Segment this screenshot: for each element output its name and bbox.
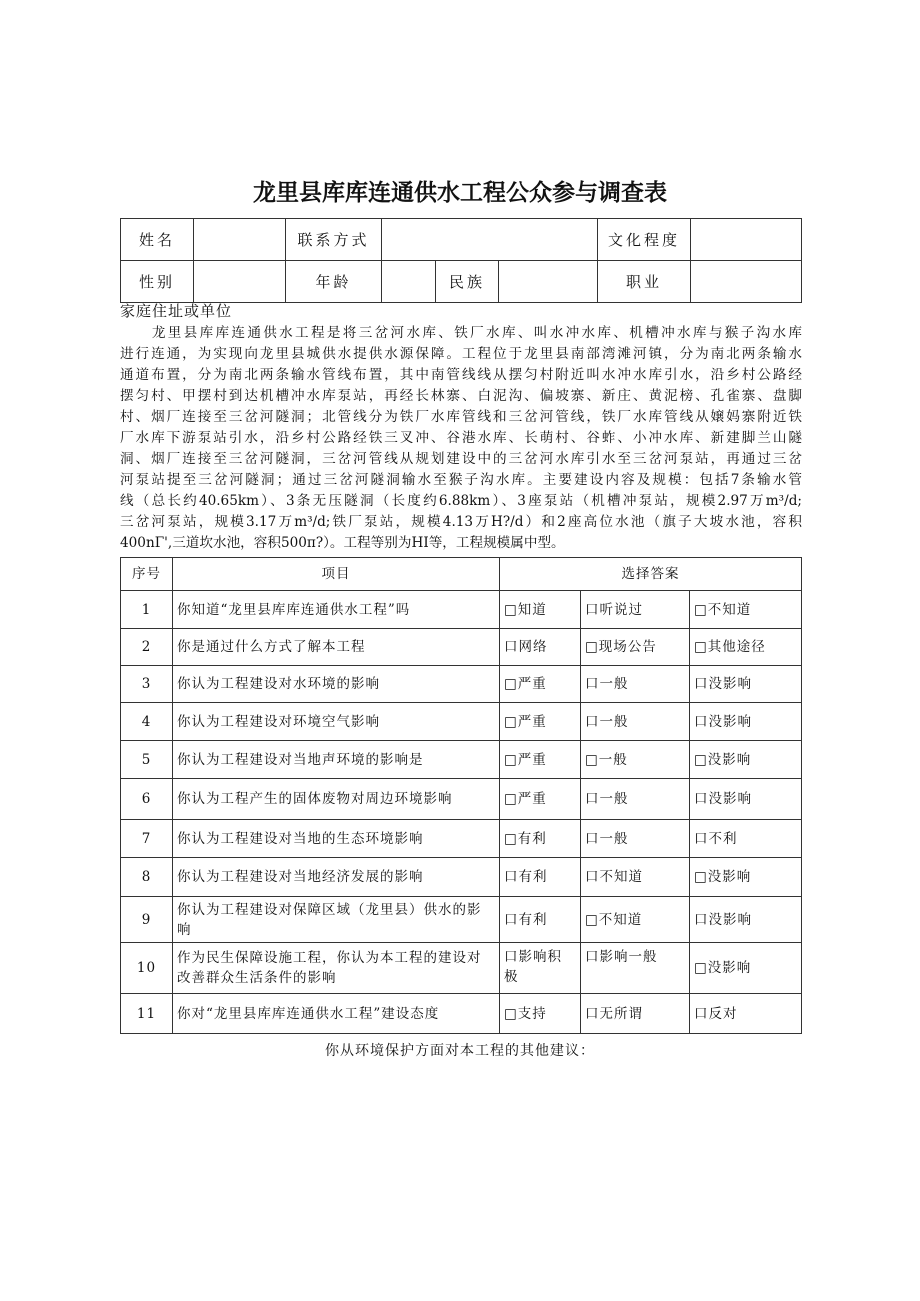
answer-option[interactable]: □没影响	[690, 741, 802, 779]
ethnicity-label: 民族	[436, 261, 499, 303]
answer-option[interactable]: 口没影响	[690, 779, 802, 820]
row-number: 7	[121, 820, 173, 858]
row-number: 10	[121, 943, 173, 994]
answer-option[interactable]: □没影响	[690, 858, 802, 897]
answer-option[interactable]: 口一般	[581, 666, 690, 703]
question: 你认为工程建设对保障区域（龙里县）供水的影响	[173, 897, 500, 943]
occupation-field[interactable]	[691, 261, 802, 303]
paragraph-line: 线（总长约40.65km）、3条无压隧洞（长度约6.88km）、3座泵站（机槽冲泵站，规模2.97万m³/d;	[120, 493, 802, 509]
page-title: 龙里县库库连通供水工程公众参与调查表	[253, 180, 667, 206]
answer-option[interactable]: □没影响	[690, 943, 802, 994]
answer-option[interactable]: □一般	[581, 741, 690, 779]
survey-row	[121, 666, 802, 703]
answer-option[interactable]: 口网络	[500, 629, 581, 666]
contact-label: 联系方式	[286, 219, 382, 261]
row-number: 5	[121, 741, 173, 779]
age-label: 年龄	[286, 261, 382, 303]
answer-option[interactable]: □严重	[500, 666, 581, 703]
header-no: 序号	[121, 558, 173, 591]
question: 你认为工程建设对当地经济发展的影响	[173, 858, 500, 897]
answer-option[interactable]: □其他途径	[690, 629, 802, 666]
personal-info-table	[120, 218, 802, 303]
education-field[interactable]	[691, 219, 802, 261]
answer-option[interactable]: □不知道	[581, 897, 690, 943]
row-number: 8	[121, 858, 173, 897]
contact-field[interactable]	[382, 219, 598, 261]
question: 你认为工程产生的固体废物对周边环境影响	[173, 779, 500, 820]
suggestion-label: 你从环境保护方面对本工程的其他建议：	[325, 1043, 595, 1059]
row-number: 9	[121, 897, 173, 943]
info-row	[121, 261, 802, 303]
header-item: 项目	[173, 558, 500, 591]
survey-row	[121, 994, 802, 1034]
education-label: 文化程度	[598, 219, 691, 261]
question: 你认为工程建设对当地的生态环境影响	[173, 820, 500, 858]
survey-row	[121, 943, 802, 994]
question: 你认为工程建设对环境空气影响	[173, 703, 500, 741]
answer-option[interactable]: 口一般	[581, 820, 690, 858]
row-number: 11	[121, 994, 173, 1034]
answer-option[interactable]: 口有利	[500, 858, 581, 897]
paragraph-line: 通道布置，分为南北两条输水管线布置，其中南管线线从摆匀村附近叫水冲水库引水，沿乡村公路经	[120, 367, 802, 383]
answer-option[interactable]: □严重	[500, 703, 581, 741]
survey-row	[121, 703, 802, 741]
info-row	[121, 219, 802, 261]
survey-header-row	[121, 558, 802, 591]
survey-row	[121, 591, 802, 629]
answer-option[interactable]: 口没影响	[690, 897, 802, 943]
question: 你认为工程建设对当地声环境的影响是	[173, 741, 500, 779]
survey-row	[121, 858, 802, 897]
answer-option[interactable]: 口影响一般	[581, 943, 690, 994]
answer-option[interactable]: 口没影响	[690, 666, 802, 703]
survey-row	[121, 779, 802, 820]
row-number: 1	[121, 591, 173, 629]
project-description	[120, 323, 802, 554]
answer-option[interactable]: 口没影响	[690, 703, 802, 741]
answer-option[interactable]: 口听说过	[581, 591, 690, 629]
paragraph-line: 厂水库下游泵站引水，沿乡村公路经铁三叉冲、谷港水库、长萌村、谷蚱、小冲水库、新建脚兰山隧	[120, 430, 802, 446]
address-label: 家庭住址或单位	[120, 302, 233, 320]
survey-row	[121, 629, 802, 666]
question: 你认为工程建设对水环境的影响	[173, 666, 500, 703]
paragraph-line: 400nΓ',三道坎水池，容积500π?）。工程等别为HI等，工程规模属中型。	[120, 535, 565, 551]
question: 你对“龙里县库库连通供水工程”建设态度	[173, 994, 500, 1034]
answer-option[interactable]: □有利	[500, 820, 581, 858]
row-number: 4	[121, 703, 173, 741]
answer-option[interactable]: 口反对	[690, 994, 802, 1034]
paragraph-line: 进行连通，为实现向龙里县城供水提供水源保障。工程位于龙里县南部湾滩河镇，分为南北两条输水	[120, 346, 802, 362]
ethnicity-field[interactable]	[499, 261, 598, 303]
answer-option[interactable]: 口无所谓	[581, 994, 690, 1034]
survey-row	[121, 741, 802, 779]
occupation-label: 职业	[598, 261, 691, 303]
gender-label: 性别	[121, 261, 194, 303]
name-field[interactable]	[194, 219, 286, 261]
row-number: 2	[121, 629, 173, 666]
paragraph-line: 龙里县库库连通供水工程是将三岔河水库、铁厂水库、叫水冲水库、机槽冲水库与猴子沟水库	[120, 325, 802, 341]
answer-option[interactable]: 口一般	[581, 703, 690, 741]
header-answer: 选择答案	[500, 558, 802, 591]
question: 你知道“龙里县库库连通供水工程”吗	[173, 591, 500, 629]
survey-row	[121, 820, 802, 858]
paragraph-line: 村、烟厂连接至三岔河隧洞；北管线分为铁厂水库管线和三岔河管线，铁厂水库管线从嬢妈寨附近铁	[120, 409, 802, 425]
answer-option[interactable]: 口影响积极	[500, 943, 581, 994]
gender-field[interactable]	[194, 261, 286, 303]
row-number: 6	[121, 779, 173, 820]
answer-option[interactable]: 口有利	[500, 897, 581, 943]
survey-table	[120, 557, 802, 1034]
age-field[interactable]	[382, 261, 436, 303]
name-label: 姓名	[121, 219, 194, 261]
answer-option[interactable]: □支持	[500, 994, 581, 1034]
answer-option[interactable]: □知道	[500, 591, 581, 629]
paragraph-line: 摆匀村、甲摆村到达机槽冲水库泵站，再经长林寨、白泥沟、偏坡寨、新庄、黄泥榜、孔雀寨、盘脚	[120, 388, 802, 404]
answer-option[interactable]: □不知道	[690, 591, 802, 629]
paragraph-line: 河泵站提至三岔河隧洞；通过三岔河隧洞输水至猴子沟水库。主要建设内容及规模：包括7条输水管	[120, 472, 802, 488]
answer-option[interactable]: □现场公告	[581, 629, 690, 666]
paragraph-line: 三岔河泵站，规模3.17万m³/d;铁厂泵站，规模4.13万H?/d）和2座高位水池（旗子大坡水池，容积	[120, 514, 802, 530]
paragraph-line: 洞、烟厂连接至三岔河隧洞，三岔河管线从规划建设中的三岔河水库引水至三岔河泵站，再通过三岔	[120, 451, 802, 467]
answer-option[interactable]: □严重	[500, 779, 581, 820]
answer-option[interactable]: 口一般	[581, 779, 690, 820]
row-number: 3	[121, 666, 173, 703]
answer-option[interactable]: 口不知道	[581, 858, 690, 897]
answer-option[interactable]: 口不利	[690, 820, 802, 858]
question: 你是通过什么方式了解本工程	[173, 629, 500, 666]
question: 作为民生保障设施工程，你认为本工程的建设对改善群众生活条件的影响	[173, 943, 500, 994]
answer-option[interactable]: □严重	[500, 741, 581, 779]
survey-row	[121, 897, 802, 943]
